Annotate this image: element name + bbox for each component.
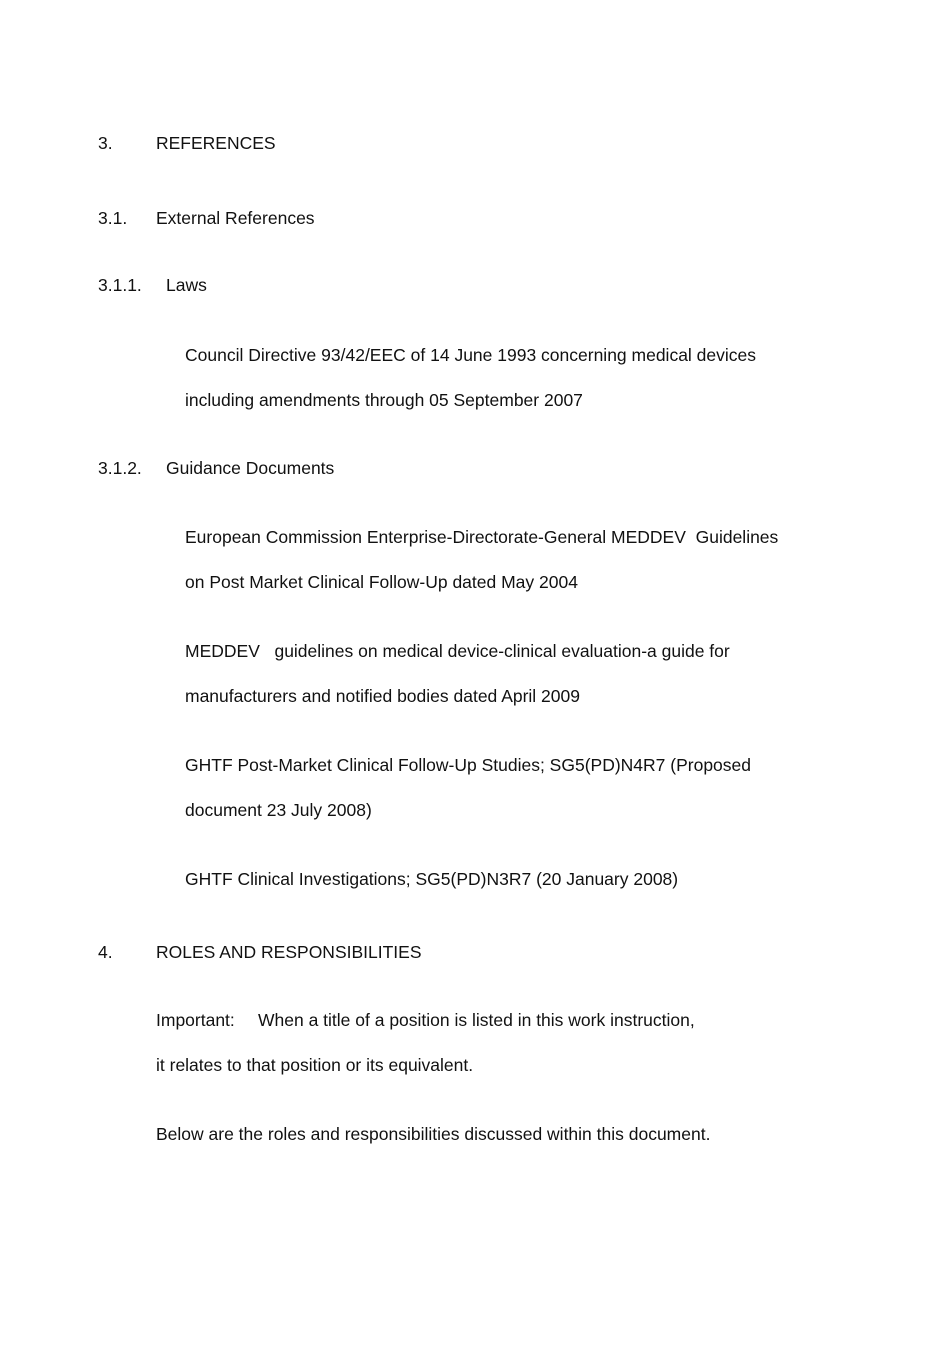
reference-line: MEDDEV guidelines on medical device-clinical evaluation-a guide for xyxy=(185,641,730,661)
reference-line: on Post Market Clinical Follow-Up dated May 2004 xyxy=(185,572,578,592)
reference-line: Council Directive 93/42/EEC of 14 June 1993 concerning medical devices xyxy=(185,345,757,365)
section-number: 4. xyxy=(98,942,113,962)
roles-intro-text: Below are the roles and responsibilities discussed within this document. xyxy=(156,1124,711,1144)
reference-line: document 23 July 2008) xyxy=(185,800,372,820)
section-number: 3.1.2. xyxy=(98,458,142,478)
reference-line: European Commission Enterprise-Directorate-General MEDDEV Guidelines xyxy=(185,527,779,547)
important-text: When a title of a position is listed in this work instruction, xyxy=(258,1010,695,1030)
reference-line: GHTF Post-Market Clinical Follow-Up Studies; SG5(PD)N4R7 (Proposed xyxy=(185,755,751,775)
important-label: Important: xyxy=(156,1010,235,1030)
section-title: External References xyxy=(156,208,315,228)
reference-line: manufacturers and notified bodies dated April 2009 xyxy=(185,686,580,706)
section-title: ROLES AND RESPONSIBILITIES xyxy=(156,942,422,962)
section-number: 3.1. xyxy=(98,208,128,228)
section-number: 3.1.1. xyxy=(98,275,142,295)
section-number: 3. xyxy=(98,133,113,153)
reference-line: including amendments through 05 September 2007 xyxy=(185,390,583,410)
section-title: REFERENCES xyxy=(156,133,276,153)
section-title: Laws xyxy=(166,275,207,295)
reference-line: GHTF Clinical Investigations; SG5(PD)N3R7 (20 January 2008) xyxy=(185,869,679,889)
important-text-continued: it relates to that position or its equivalent. xyxy=(156,1055,474,1075)
section-title: Guidance Documents xyxy=(166,458,335,478)
